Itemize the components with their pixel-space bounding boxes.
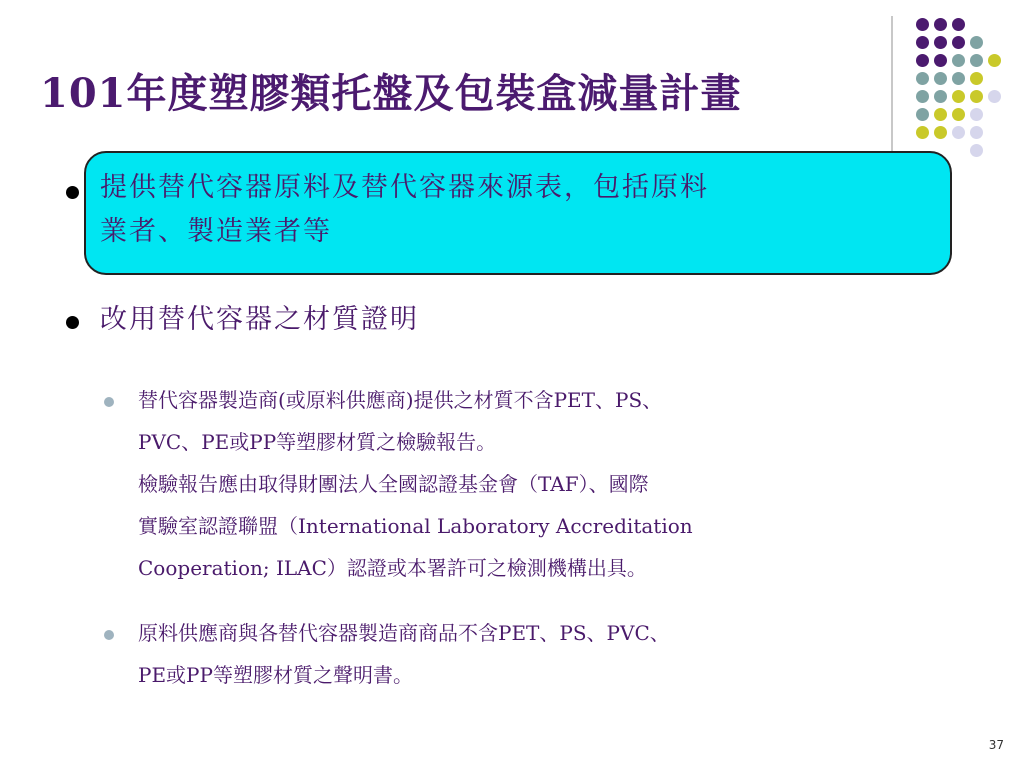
sub-bullet-1-line-3: 檢驗報告應由取得財團法人全國認證基金會（TAF）、國際 bbox=[138, 472, 649, 496]
decor-dot bbox=[934, 72, 947, 85]
decor-dot bbox=[970, 144, 983, 157]
sub-bullet-1-line-1: 替代容器製造商(或原料供應商)提供之材質不含PET、PS、 bbox=[138, 388, 663, 412]
sub-bullet-1-line-5: Cooperation; ILAC）認證或本署許可之檢測機構出具。 bbox=[138, 556, 647, 580]
bullet-1-line-1: 提供替代容器原料及替代容器來源表，包括原料 bbox=[100, 172, 709, 203]
decor-dot bbox=[934, 126, 947, 139]
decor-dot bbox=[916, 36, 929, 49]
decor-dot bbox=[934, 90, 947, 103]
sub-bullet-1-text bbox=[138, 379, 693, 589]
decor-dot bbox=[916, 126, 929, 139]
decor-dot bbox=[970, 54, 983, 67]
decor-dot bbox=[916, 90, 929, 103]
title-divider-line bbox=[891, 16, 893, 156]
decor-dot bbox=[934, 36, 947, 49]
decor-dot bbox=[952, 72, 965, 85]
decor-dot bbox=[970, 36, 983, 49]
sub-bullet-1-line-2: PVC、PE或PP等塑膠材質之檢驗報告。 bbox=[138, 430, 497, 454]
bullet-marker-2 bbox=[66, 316, 79, 329]
decor-dot bbox=[916, 54, 929, 67]
sub-bullet-2-text bbox=[138, 612, 670, 696]
decor-dot bbox=[970, 126, 983, 139]
decor-dot bbox=[934, 108, 947, 121]
decor-dot bbox=[952, 90, 965, 103]
decor-dot bbox=[988, 90, 1001, 103]
bullet-2-line-1: 改用替代容器之材質證明 bbox=[100, 304, 419, 335]
slide-title: 101年度塑膠類托盤及包裝盒減量計畫 bbox=[40, 70, 742, 117]
bullet-1-text bbox=[100, 166, 709, 254]
decor-dot bbox=[970, 72, 983, 85]
bullet-1-line-2: 業者、製造業者等 bbox=[100, 216, 332, 247]
decor-dot bbox=[952, 126, 965, 139]
decor-dot bbox=[970, 108, 983, 121]
bullet-2-text bbox=[100, 298, 419, 342]
decor-dot bbox=[952, 18, 965, 31]
decor-dot bbox=[934, 18, 947, 31]
sub-bullet-2-line-1: 原料供應商與各替代容器製造商商品不含PET、PS、PVC、 bbox=[138, 621, 670, 645]
decor-dot bbox=[952, 54, 965, 67]
bullet-marker-1 bbox=[66, 186, 79, 199]
decor-dot bbox=[916, 108, 929, 121]
decorative-dot-grid bbox=[912, 14, 1012, 164]
decor-dot bbox=[988, 54, 1001, 67]
sub-bullet-2-line-2: PE或PP等塑膠材質之聲明書。 bbox=[138, 663, 413, 687]
decor-dot bbox=[934, 54, 947, 67]
decor-dot bbox=[952, 108, 965, 121]
page-number: 37 bbox=[988, 738, 1004, 752]
sub-bullet-marker-2 bbox=[104, 630, 114, 640]
decor-dot bbox=[916, 72, 929, 85]
decor-dot bbox=[970, 90, 983, 103]
decor-dot bbox=[916, 18, 929, 31]
sub-bullet-1-line-4: 實驗室認證聯盟（International Laboratory Accreditation bbox=[138, 514, 693, 538]
decor-dot bbox=[952, 36, 965, 49]
sub-bullet-marker-1 bbox=[104, 397, 114, 407]
